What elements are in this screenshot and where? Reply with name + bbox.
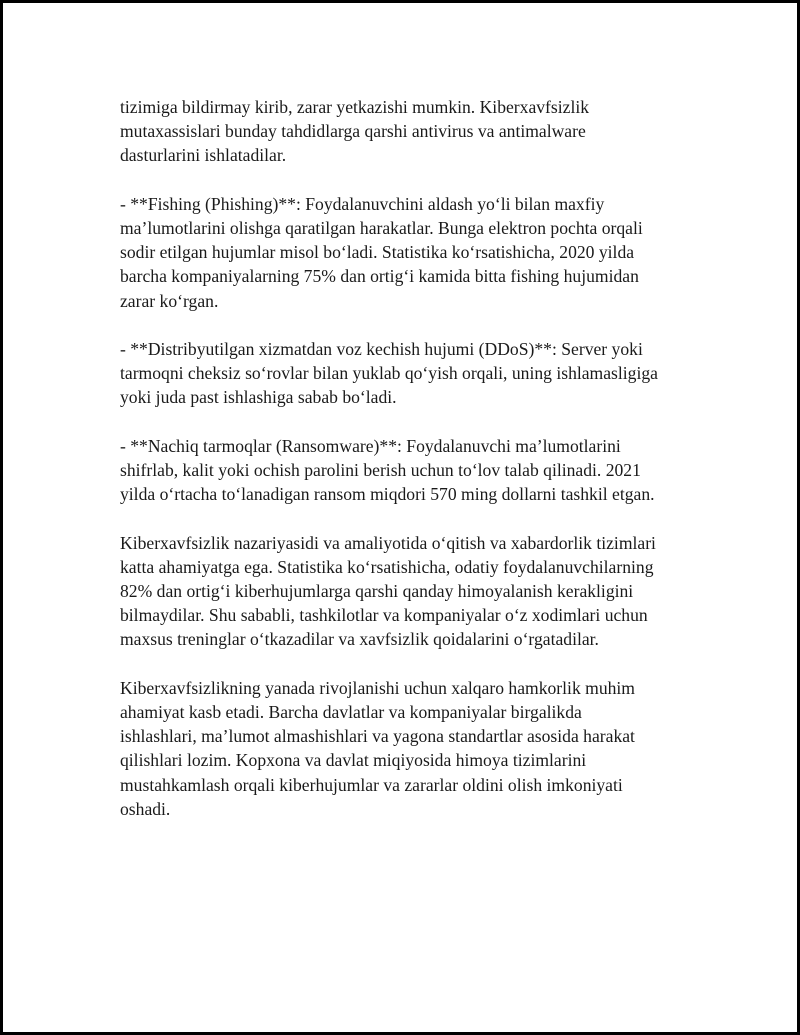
paragraph-ddos: - **Distribyutilgan xizmatdan voz kechish hujumi (DDoS)**: Server yoki tarmoqni cheksiz so‘rovlar bilan yuklab qo‘yish orqali, uning ishlamasligiga yoki juda past ishlashiga sabab bo‘ladi. [120, 339, 658, 408]
paragraph-ransomware: - **Nachiq tarmoqlar (Ransomware)**: Foydalanuvchi ma’lumotlarini shifrlab, kalit yoki ochish parolini berish uchun to‘lov talab qilinadi. 2021 yilda o‘rtacha to‘lanadigan ransom miqdori 570 ming dollarni tashkil etgan. [120, 435, 655, 505]
paragraph-cooperation: Kiberxavfsizlikning yanada rivojlanishi uchun xalqaro hamkorlik muhim ahamiyat kasb etadi. Barcha davlatlar va kompaniyalar birgalikda ishlashlari, ma’lumot almashishlari va yagona standartlar asosida harakat qilishlari lozim. Kopxona va davlat miqiyosida himoya tizimlarini mustahkamlash orqali kiberhujumlar va zararlar oldini olish imkoniyati oshadi. [120, 677, 635, 819]
paragraph-phishing: - **Fishing (Phishing)**: Foydalanuvchini aldash yo‘li bilan maxfiy ma’lumotlarini olishga qaratilgan harakatlar. Bunga elektron pochta orqali sodir etilgan hujumlar misol bo‘ladi. Statistika ko‘rsatishicha, 2020 yilda barcha kompaniyalarning 75% dan ortig‘i kamida bitta fishing hujumidan zarar ko‘rgan. [120, 193, 643, 311]
document-body [120, 95, 700, 845]
paragraph-training: Kiberxavfsizlik nazariyasidi va amaliyotida o‘qitish va xabardorlik tizimlari katta ahamiyatga ega. Statistika ko‘rsatishicha, odatiy foydalanuvchilarning 82% dan ortig‘i kiberhujumlarga qarshi qanday himoyalanish kerakligini bilmaydilar. Shu sababli, tashkilotlar va kompaniyalar o‘z xodimlari uchun maxsus treninglar o‘tkazadilar va xavfsizlik qoidalarini o‘rgatadilar. [120, 532, 656, 650]
paragraph-malware-continued: tizimiga bildirmay kirib, zarar yetkazishi mumkin. Kiberxavfsizlik mutaxassislari bunday tahdidlarga qarshi antivirus va antimalware dasturlarini ishlatadilar. [120, 97, 590, 166]
